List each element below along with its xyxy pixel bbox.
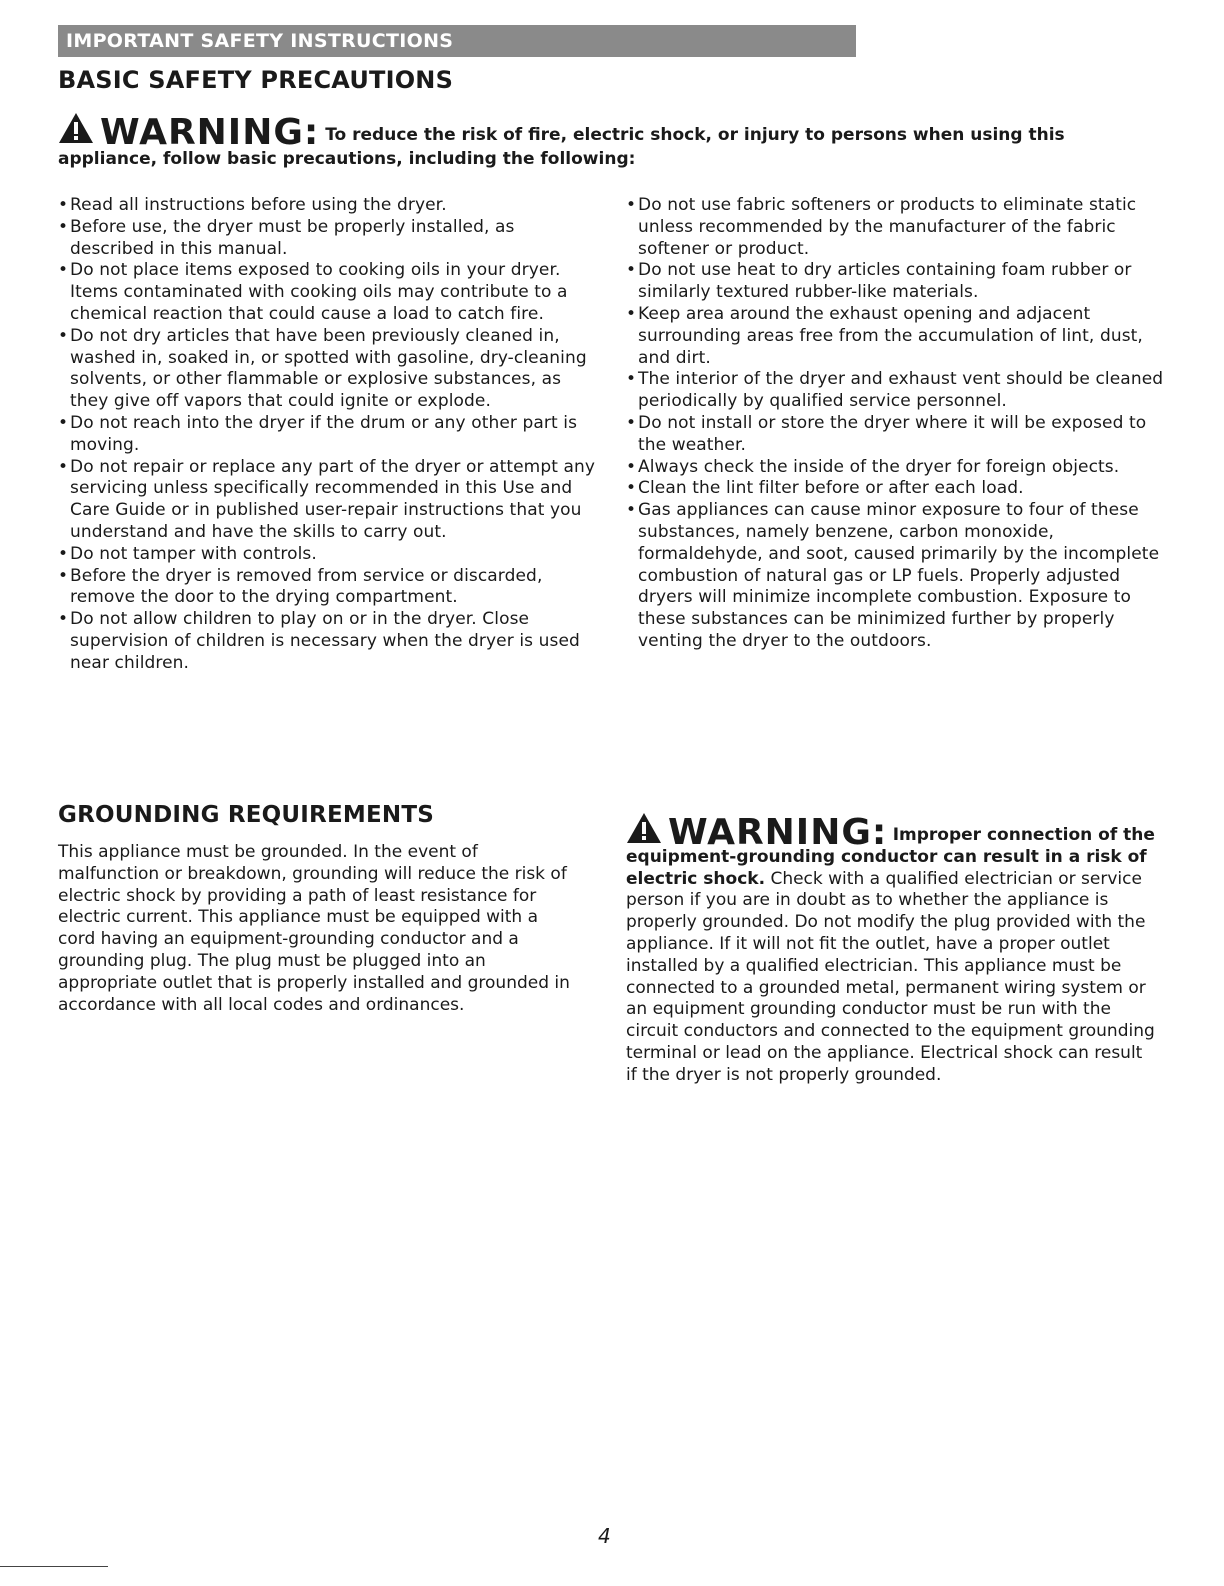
warning-triangle-icon	[626, 812, 662, 844]
precaution-item: • Do not install or store the dryer where it will be exposed to the weather.	[626, 413, 1166, 457]
precaution-item: • The interior of the dryer and exhaust vent should be cleaned periodically by qualified service personnel.	[626, 369, 1166, 413]
warning-label: WARNING:	[100, 112, 320, 153]
corner-rule	[0, 1566, 108, 1567]
precaution-item: • Do not repair or replace any part of the dryer or attempt any servicing unless specifically recommended in this Use and Care Guide or in published user-repair instructions that you understand and have the skills to carry out.	[58, 457, 598, 544]
precautions-right-column	[626, 195, 1166, 653]
warning-body-text: Check with a qualified electrician or service person if you are in doubt as to whether the appliance is properly grounded. Do not modify the plug provided with the appliance. If it will not fit the outlet, have a proper outlet installed by a qualified electrician. This appliance must be connected to a grounded metal, permanent wiring system or an equipment grounding conductor must be run with the circuit conductors and connected to the equipment grounding terminal or lead on the appliance. Electrical shock can result if the dryer is not properly grounded.	[626, 868, 1155, 1085]
precaution-item: • Do not tamper with controls.	[58, 544, 598, 566]
precautions-left-column	[58, 195, 598, 675]
basic-safety-heading: BASIC SAFETY PRECAUTIONS	[58, 66, 454, 94]
precaution-item: • Do not reach into the dryer if the drum or any other part is moving.	[58, 413, 598, 457]
precaution-item: • Before the dryer is removed from service or discarded, remove the door to the drying compartment.	[58, 566, 598, 610]
warning-text: To reduce the risk of fire, electric shock, or injury to persons when using this appliance, follow basic precautions, including the following:	[58, 125, 1065, 169]
precaution-item: • Keep area around the exhaust opening and adjacent surrounding areas free from the accumulation of lint, dust, and dirt.	[626, 304, 1166, 369]
precaution-item: • Clean the lint filter before or after each load.	[626, 478, 1166, 500]
precaution-item: • Do not place items exposed to cooking oils in your dryer. Items contaminated with cooking oils may contribute to a chemical reaction that could cause a load to catch fire.	[58, 260, 598, 325]
precaution-item: • Read all instructions before using the dryer.	[58, 195, 598, 217]
precaution-item: • Do not allow children to play on or in the dryer. Close supervision of children is necessary when the dryer is used near children.	[58, 609, 598, 674]
warning-label: WARNING:	[668, 812, 888, 853]
warning-block-general	[58, 112, 1158, 171]
precaution-item: • Do not dry articles that have been previously cleaned in, washed in, soaked in, or spotted with gasoline, dry-cleaning solvents, or other flammable or explosive substances, as they give off vapors that could ignite or explode.	[58, 326, 598, 413]
precaution-item: • Always check the inside of the dryer for foreign objects.	[626, 457, 1166, 479]
precaution-item: • Gas appliances can cause minor exposure to four of these substances, namely benzene, carbon monoxide, formaldehyde, and soot, caused primarily by the incomplete combustion of natural gas or LP fuels. Properly adjusted dryers will minimize incomplete combustion. Exposure to these substances can be minimized further by properly venting the dryer to the outdoors.	[626, 500, 1166, 653]
warning-block-grounding	[626, 812, 1156, 1087]
precaution-item: • Before use, the dryer must be properly installed, as described in this manual.	[58, 217, 598, 261]
precaution-item: • Do not use heat to dry articles containing foam rubber or similarly textured rubber-like materials.	[626, 260, 1166, 304]
page-number: 4	[598, 1524, 611, 1548]
grounding-paragraph: This appliance must be grounded. In the event of malfunction or breakdown, grounding will reduce the risk of electric shock by providing a path of least resistance for electric current. This appliance must be equipped with a cord having an equipment-grounding conductor and a grounding plug. The plug must be plugged into an appropriate outlet that is properly installed and grounded in accordance with all local codes and ordinances.	[58, 842, 570, 1015]
warning-triangle-icon	[58, 112, 94, 144]
grounding-heading: GROUNDING REQUIREMENTS	[58, 802, 434, 828]
precaution-item: • Do not use fabric softeners or products to eliminate static unless recommended by the manufacturer of the fabric softener or product.	[626, 195, 1166, 260]
warning-bold-text: Improper connection of the equipment-grounding conductor can result in a risk of electric shock.	[626, 825, 1155, 889]
section-banner: IMPORTANT SAFETY INSTRUCTIONS	[58, 25, 856, 57]
